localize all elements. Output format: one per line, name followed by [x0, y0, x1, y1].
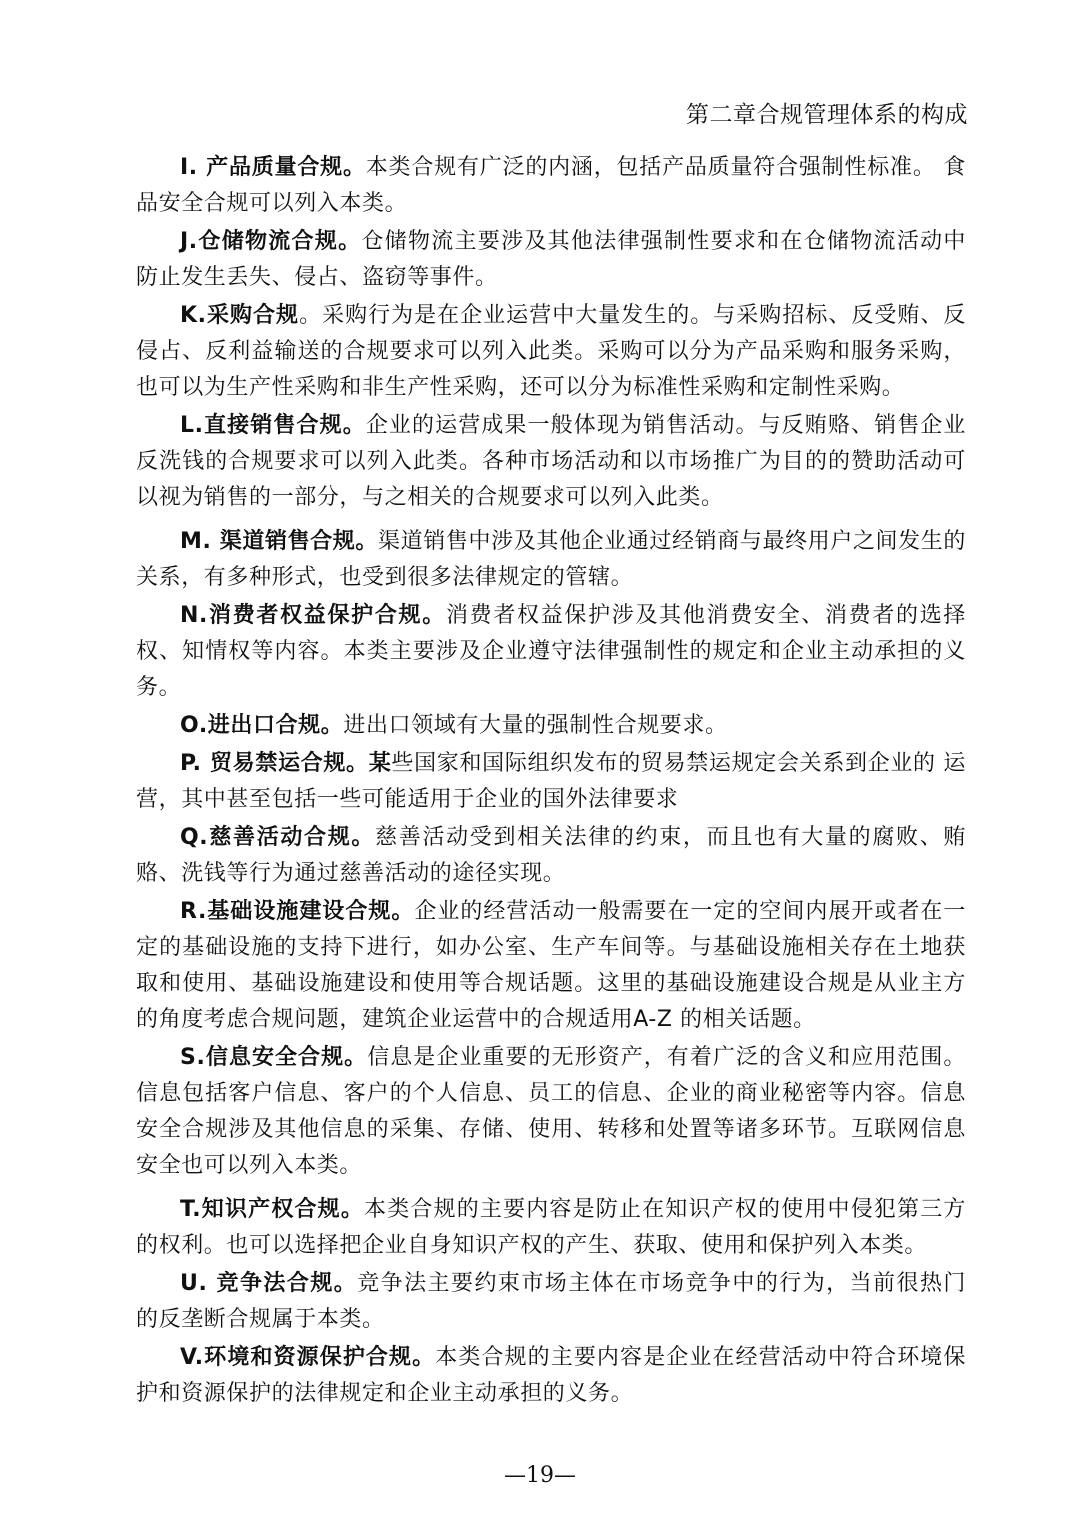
section-text: 竞争法主要约束市场主体在市场竞争中的行为，当前很热门 的反垄断合规属于本类。	[136, 1271, 966, 1332]
section-heading: M. 渠道销售合规。	[180, 529, 379, 554]
section-heading: I. 产品质量合规。	[180, 155, 366, 180]
section-l	[136, 408, 966, 516]
section-text: 企业的运营成果一般体现为销售活动。与反贿赂、销售企业反洗钱的合规要求可以列入此类。各种市场活动和以市场推广为目的的赞助活动可以视为销售的一部分，与之相关的合规要求可以列入此类。	[136, 413, 966, 510]
section-k	[136, 298, 966, 406]
section-text: 企业的经营活动一般需要在一定的空间内展开或者在一定的基础设施的支持下进行，如办公室、生产车间等。与基础设施相关存在土地获取和使用、基础设施建设和使用等合规话题。这里的基础设施建设合规是从业主方的角度考虑合规问题，建筑企业运营中的合规适用A-Z 的相关话题。	[136, 899, 967, 1032]
section-r	[136, 894, 966, 1038]
section-text: 消费者权益保护涉及其他消费安全、消费者的选择权、知情权等内容。本类主要涉及企业遵守法律强制性的规定和企业主动承担的义务。	[136, 603, 966, 700]
section-text: 本类合规的主要内容是企业在经营活动中符合环境保护和资源保护的法律规定和企业主动承担的义务。	[136, 1345, 966, 1406]
section-n	[136, 598, 966, 706]
section-q	[136, 820, 966, 892]
section-text: 信息是企业重要的无形资产，有着广泛的含义和应用范围。信息包括客户信息、客户的个人信息、员工的信息、企业的商业秘密等内容。信息安全合规涉及其他信息的采集、存储、使用、转移和处置等诸多环节。互联网信息安全也可以列入本类。	[136, 1045, 966, 1178]
section-heading: T.知识产权合规。	[180, 1197, 365, 1222]
section-heading: P. 贸易禁运合规。某	[180, 751, 392, 776]
section-text: 渠道销售中涉及其他企业通过经销商与最终用户之间发生的关系，有多种形式，也受到很多法律规定的管辖。	[136, 529, 966, 590]
section-text: 仓储物流主要涉及其他法律强制性要求和在仓储物流活动中防止发生丢失、侵占、盗窃等事件。	[136, 229, 966, 290]
section-text: 本类合规有广泛的内涵，包括产品质量符合强制性标准。 食品安全合规可以列入本类。	[136, 155, 967, 216]
section-heading: O.进出口合规。	[180, 713, 344, 738]
running-header: 第二章合规管理体系的构成	[686, 102, 968, 128]
section-s	[136, 1040, 966, 1184]
section-o	[136, 708, 966, 744]
page-number: —19—	[504, 1463, 576, 1488]
section-text: 本类合规的主要内容是防止在知识产权的使用中侵犯第三方的权利。也可以选择把企业自身知识产权的产生、获取、使用和保护列入本类。	[136, 1197, 966, 1258]
section-heading: V.环境和资源保护合规。	[180, 1345, 436, 1370]
section-text: 些国家和国际组织发布的贸易禁运规定会关系到企业的 运营，其中甚至包括一些可能适用于企业的国外法律要求	[136, 751, 966, 812]
section-heading: K.采购合规	[180, 303, 300, 328]
section-u	[136, 1266, 966, 1338]
section-text: 。采购行为是在企业运营中大量发生的。与采购招标、反受贿、反侵占、反利益输送的合规要求可以列入此类。采购可以分为产品采购和服务采购，也可以为生产性采购和非生产性采购，还可以分为标准性采购和定制性采购。	[136, 303, 967, 400]
section-heading: N.消费者权益保护合规。	[180, 603, 446, 628]
section-j	[136, 224, 966, 296]
section-v	[136, 1340, 966, 1412]
section-heading: L.直接销售合规。	[180, 413, 366, 438]
body-text	[136, 150, 966, 1414]
section-t	[136, 1192, 966, 1264]
section-m	[136, 524, 966, 596]
section-heading: S.信息安全合规。	[180, 1045, 368, 1070]
section-heading: U. 竞争法合规。	[180, 1271, 358, 1296]
section-p	[136, 746, 966, 818]
section-heading: R.基础设施建设合规。	[180, 899, 415, 924]
section-heading: J.仓储物流合规。	[180, 229, 362, 254]
section-text: 进出口领域有大量的强制性合规要求。	[343, 713, 728, 738]
section-heading: Q.慈善活动合规。	[180, 825, 376, 850]
section-text: 慈善活动受到相关法律的约束，而且也有大量的腐败、贿赂、洗钱等行为通过慈善活动的途径实现。	[136, 825, 966, 886]
section-i	[136, 150, 966, 222]
